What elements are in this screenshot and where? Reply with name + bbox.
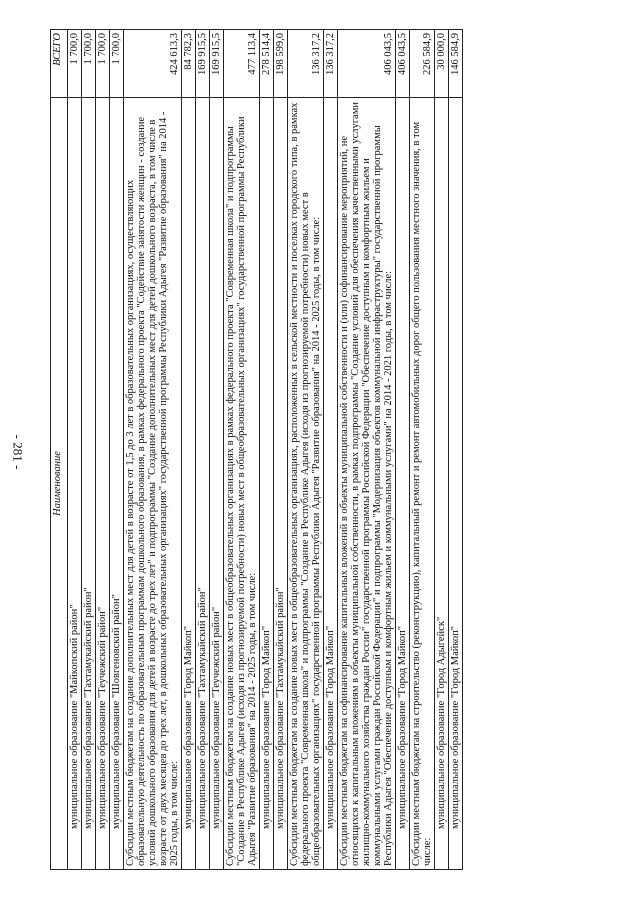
row-name: муниципальное образование "Теучежский район" bbox=[96, 98, 110, 870]
table-row bbox=[338, 30, 396, 870]
row-name: муниципальное образование "Город Майкоп" bbox=[396, 98, 410, 870]
row-name: муниципальное образование "Тахтамукайский район" bbox=[274, 98, 288, 870]
row-name: Субсидии местным бюджетам на софинансирование капитальных вложений в объекты муниципальной собственности и (или) софинансирование мероприятий, не относящихся к капитальным вложениям в объекты муниципальной собственности, в рамках подпрограммы "Создание условий для обеспечения качественными услугами жилищно-коммунального хозяйства граждан России" государственной программы Российской Федерации "Обеспечение доступным и комфортным жильем и коммунальными услугами граждан Российской Федерации" и подпрограммы "Модернизация объектов коммунальной инфраструктуры" государственной программы Республики Адыгея "Обеспечение доступным и комфортным жильем и коммунальными услугами" на 2014 - 2021 годы, в том числе: bbox=[338, 98, 396, 870]
row-name: Субсидии местным бюджетам на создание дополнительных мест для детей в возрасте от 1,5 до 3 лет в образовательных организациях, осуществляющих образовательную деятельность по образовательным программам дошкольного образования, в рамках федерального проекта "Содействие занятости женщин - создание условий дошкольного образования для детей в возрасте до трех лет" и подпрограммы "Создание дополнительных мест для детей дошкольного возраста, в том числе в возрасте от двух месяцев до трех лет, в дошкольных образовательных организациях" государственной программы Республики Адыгея "Развитие образования" на 2014 - 2025 годы, в том числе: bbox=[124, 98, 182, 870]
table-row bbox=[260, 30, 274, 870]
row-value: 477 113,4 bbox=[224, 30, 260, 98]
table-row bbox=[196, 30, 210, 870]
row-name: муниципальное образование "Шовгеновский район" bbox=[110, 98, 124, 870]
row-value: 406 043,5 bbox=[338, 30, 396, 98]
table-row bbox=[182, 30, 196, 870]
row-value: 30 000,0 bbox=[435, 30, 449, 98]
table-row bbox=[210, 30, 224, 870]
table-row bbox=[124, 30, 182, 870]
row-value: 84 782,3 bbox=[182, 30, 196, 98]
row-name: муниципальное образование "Тахтамукайский район" bbox=[82, 98, 96, 870]
budget-table-container bbox=[50, 30, 618, 870]
row-value: 1 700,0 bbox=[96, 30, 110, 98]
table-row bbox=[224, 30, 260, 870]
table-row bbox=[449, 30, 463, 870]
table-row bbox=[110, 30, 124, 870]
row-value: 1 700,0 bbox=[82, 30, 96, 98]
row-value: 136 317,2 bbox=[288, 30, 324, 98]
row-value: 1 700,0 bbox=[110, 30, 124, 98]
header-name: Наименование bbox=[51, 98, 68, 870]
row-name: муниципальное образование "Майкопский район" bbox=[68, 98, 82, 870]
table-row bbox=[96, 30, 110, 870]
table-header-row bbox=[51, 30, 68, 870]
row-name: муниципальное образование "Город Майкоп" bbox=[182, 98, 196, 870]
row-name: муниципальное образование "Город Майкоп" bbox=[324, 98, 338, 870]
table-row bbox=[324, 30, 338, 870]
budget-table bbox=[50, 29, 463, 870]
table-row bbox=[288, 30, 324, 870]
row-name: муниципальное образование "Город Адыгейск" bbox=[435, 98, 449, 870]
table-row bbox=[68, 30, 82, 870]
table-row bbox=[396, 30, 410, 870]
row-value: 406 043,5 bbox=[396, 30, 410, 98]
row-value: 1 700,0 bbox=[68, 30, 82, 98]
table-row bbox=[274, 30, 288, 870]
row-value: 169 915,5 bbox=[196, 30, 210, 98]
table-row bbox=[410, 30, 435, 870]
row-name: муниципальное образование "Теучежский район" bbox=[210, 98, 224, 870]
row-value: 136 317,2 bbox=[324, 30, 338, 98]
row-value: 278 514,4 bbox=[260, 30, 274, 98]
row-name: муниципальное образование "Город Майкоп" bbox=[449, 98, 463, 870]
row-value: 146 584,9 bbox=[449, 30, 463, 98]
row-name: муниципальное образование "Город Майкоп" bbox=[260, 98, 274, 870]
row-value: 198 599,0 bbox=[274, 30, 288, 98]
table-row bbox=[435, 30, 449, 870]
table-body bbox=[68, 30, 463, 870]
row-name: Субсидии местным бюджетам на создание новых мест в общеобразовательных организациях в рамках федерального проекта "Современная школа" и подпрограммы "Создание в Республике Адыгея (исходя из прогнозируемой потребности) новых мест в общеобразовательных организациях" государственной программы Республики Адыгея "Развитие образования" на 2014 - 2025 годы, в том числе: bbox=[224, 98, 260, 870]
row-name: муниципальное образование "Тахтамукайский район" bbox=[196, 98, 210, 870]
row-name: Субсидии местным бюджетам на создание новых мест в общеобразовательных организациях, расположенных в сельской местности и поселках городского типа, в рамках федерального проекта "Современная школа" и подпрограммы "Создание в Республике Адыгея (исходя из прогнозируемой потребности) новых мест в общеобразовательных организациях" государственной программы Республики Адыгея "Развитие образования" на 2014 - 2025 годы, в том числе: bbox=[288, 98, 324, 870]
row-value: 424 613,3 bbox=[124, 30, 182, 98]
header-total: ВСЕГО bbox=[51, 30, 68, 98]
row-value: 226 584,9 bbox=[410, 30, 435, 98]
table-row bbox=[82, 30, 96, 870]
row-value: 169 915,5 bbox=[210, 30, 224, 98]
row-name: Субсидии местным бюджетам на строительство (реконструкцию), капитальный ремонт и ремонт автомобильных дорог общего пользования местного значения, в том числе: bbox=[410, 98, 435, 870]
page-number: - 281 - bbox=[10, 434, 26, 470]
